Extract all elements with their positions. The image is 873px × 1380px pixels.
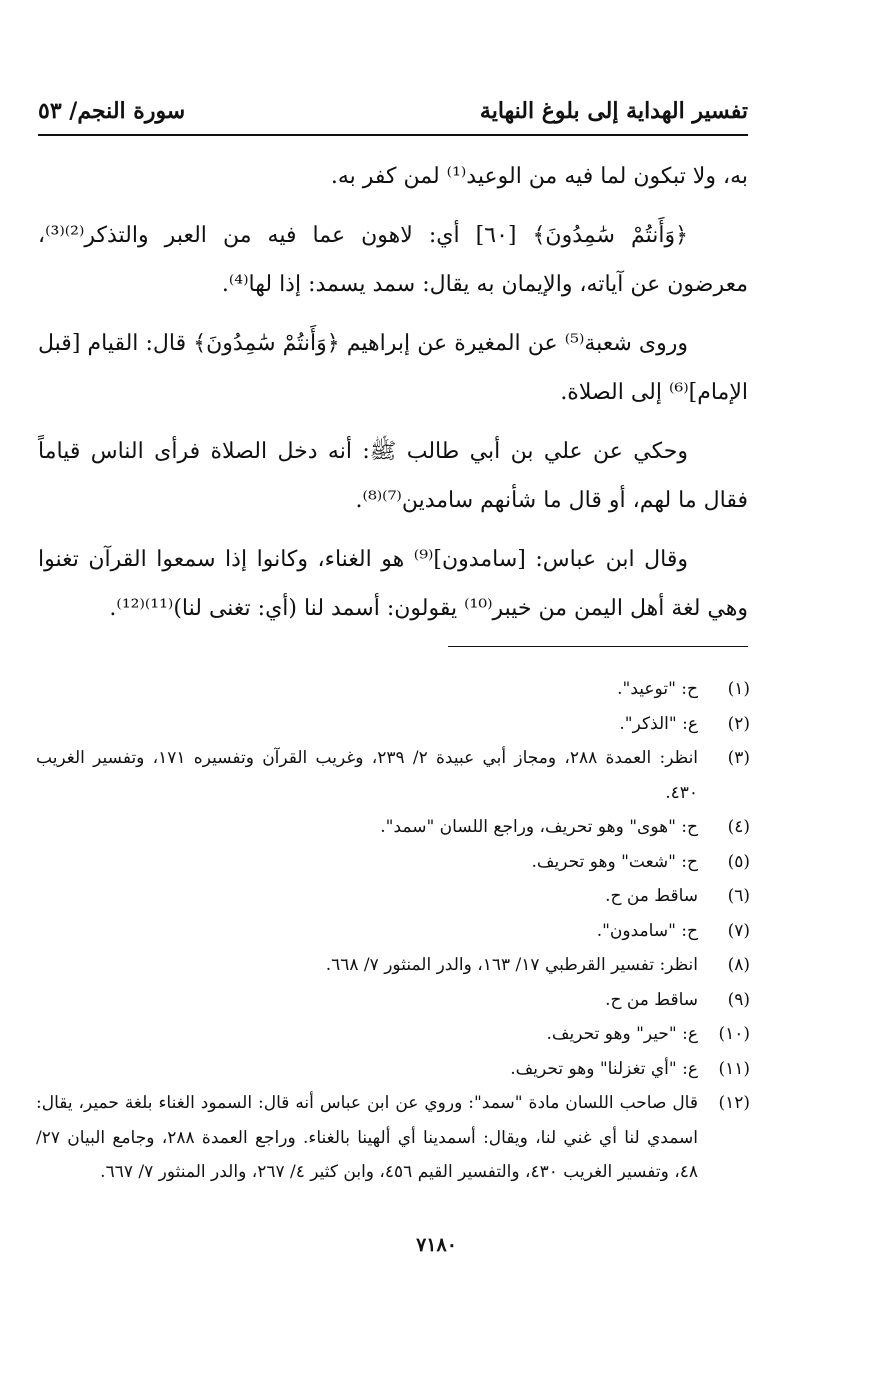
footnote-divider [448, 646, 748, 647]
footnote [36, 672, 750, 707]
footnote-number: (٧) [727, 920, 750, 941]
footnote [36, 914, 750, 949]
footnote-number: (١) [727, 679, 750, 699]
footnote-number: (٨) [727, 955, 750, 975]
main-text [38, 152, 748, 643]
footnote-number: (١٢) [718, 1093, 750, 1113]
footnote [36, 1052, 750, 1087]
page-number: ٧١٨٠ [416, 1234, 457, 1256]
footnote-number: (١١) [718, 1058, 750, 1079]
footnote [36, 1017, 750, 1052]
paragraph: وقال ابن عباس: [سامدون]⁽⁹⁾ هو الغناء، وكانوا إذا سمعوا القرآن تغنوا وهي لغة أهل اليمن من خيبر⁽¹⁰⁾ يقولون: أسمد لنا (أي: تغنى لنا)⁽¹¹⁾⁽¹²⁾. [38, 547, 748, 621]
footnote-text: ع: "حير" وهو تحريف. [546, 1024, 698, 1044]
footnote-text: ساقط من ح. [605, 886, 698, 906]
paragraph: وروى شعبة⁽⁵⁾ عن المغيرة عن إبراهيم ﴿وَأَنتُمْ سَٰمِدُونَ﴾ قال: القيام [قبل الإمام]⁽⁶⁾ إلى الصلاة. [38, 331, 748, 405]
footnote-number: (٥) [727, 851, 750, 872]
footnote-text: انظر: العمدة ٢٨٨، ومجاز أبي عبيدة ٢/ ٢٣٩، وغريب القرآن وتفسيره ١٧١، وتفسير الغريب ٤٣٠. [36, 748, 699, 803]
footnote [36, 948, 750, 983]
footnote-number: (٢) [727, 713, 750, 734]
footnote-text: ح: "هوى" وهو تحريف، وراجع اللسان "سمد". [380, 817, 698, 837]
footnote-number: (١٠) [718, 1024, 750, 1044]
footnote-text: قال صاحب اللسان مادة "سمد": وروي عن ابن عباس أنه قال: السمود الغناء بلغة حمير، يقال: اسمدي لنا أي غني لنا، ويقال: أسمدينا أي ألهينا بالغناء. وراجع العمدة ٢٨٨، وجامع البيان ٢٧/ ٤٨، وتفسير الغريب ٤٣٠، والتفسير القيم ٤٥٦، وابن كثير ٤/ ٢٦٧، والدر المنثور ٧/ ٦٦٧. [36, 1093, 699, 1182]
header-divider [38, 134, 748, 136]
footnote [36, 741, 750, 810]
footnote-text: ح: "شعت" وهو تحريف. [531, 851, 698, 872]
surah-label: سورة النجم/ ٥٣ [38, 98, 186, 124]
footnote-text: ع: "الذكر". [619, 713, 698, 734]
footnote-text: ح: "سامدون". [596, 920, 698, 941]
footnote [36, 810, 750, 845]
footnote [36, 983, 750, 1018]
footnote-text: ساقط من ح. [605, 989, 698, 1010]
book-title: تفسير الهداية إلى بلوغ النهاية [479, 98, 748, 124]
footnote-number: (٩) [727, 989, 750, 1010]
footnote-number: (٣) [727, 748, 750, 768]
footnote [36, 845, 750, 880]
footnote-text: ع: "أي تغزلنا" وهو تحريف. [510, 1058, 698, 1079]
footnotes-list [36, 672, 750, 1190]
footnote-number: (٦) [727, 886, 750, 906]
footnote-text: انظر: تفسير القرطبي ١٧/ ١٦٣، والدر المنثور ٧/ ٦٦٨. [325, 955, 698, 975]
paragraph: ﴿وَأَنتُمْ سَٰمِدُونَ﴾ [٦٠] أي: لاهون عما فيه من العبر والتذكر⁽²⁾⁽³⁾، معرضون عن آياته، والإيمان به يقال: سمد يسمد: إذا لها⁽⁴⁾. [38, 223, 748, 297]
running-header [38, 92, 748, 132]
footnote-number: (٤) [727, 817, 750, 837]
footnote [36, 1086, 750, 1190]
footnote-text: ح: "توعيد". [617, 679, 698, 699]
footnote [36, 879, 750, 914]
paragraph: وحكي عن علي بن أبي طالب ﷺ: أنه دخل الصلاة فرأى الناس قياماً فقال ما لهم، أو قال ما شأنهم سامدين⁽⁷⁾⁽⁸⁾. [38, 439, 748, 513]
footnote [36, 707, 750, 742]
paragraph: به، ولا تبكون لما فيه من الوعيد⁽¹⁾ لمن كفر به. [330, 164, 748, 189]
